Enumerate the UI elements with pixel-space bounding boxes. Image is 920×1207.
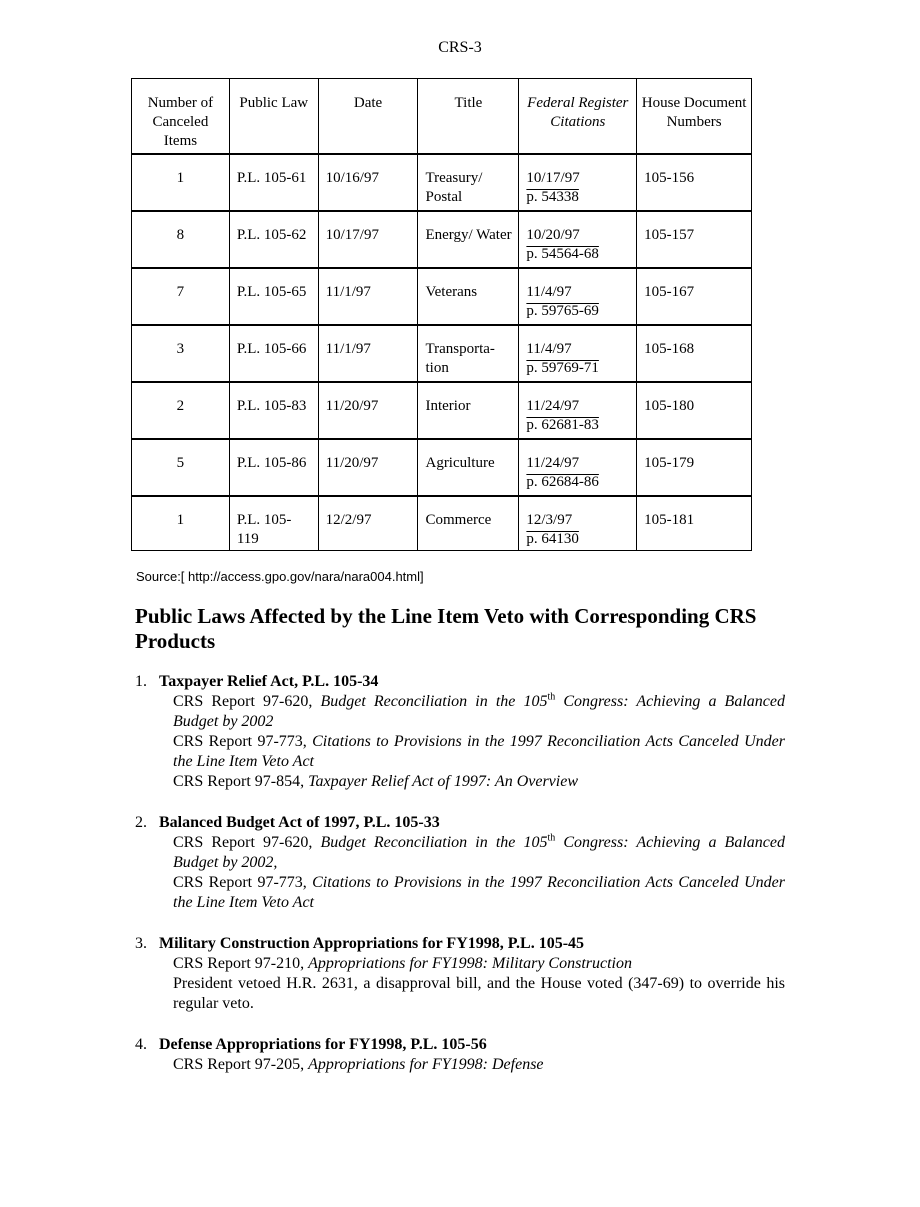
title-cell: Interior — [418, 382, 519, 439]
crs-report — [135, 833, 785, 873]
public-law-cell: P.L. 105-86 — [229, 439, 318, 496]
table-body — [132, 154, 752, 550]
list-item — [135, 1035, 785, 1075]
crs-report — [135, 732, 785, 772]
crs-report — [135, 1055, 785, 1075]
law-title: Military Construction Appropriations for FY1998, P.L. 105-45 — [159, 935, 585, 952]
law-number: 4. — [135, 1036, 147, 1053]
federal-register-cell — [519, 439, 637, 496]
public-law-cell: P.L. 105-62 — [229, 211, 318, 268]
federal-register-cell — [519, 382, 637, 439]
report-title: Citations to Provisions in the 1997 Reconciliation Acts Canceled Under the Line Item Veto Act — [173, 874, 785, 911]
report-number: CRS Report 97-205, — [173, 1056, 309, 1073]
report-title: Budget Reconciliation in the 105 — [320, 834, 548, 851]
law-title: Balanced Budget Act of 1997, P.L. 105-33 — [159, 814, 440, 831]
crs-report — [135, 692, 785, 732]
crs-report — [135, 954, 785, 974]
law-title: Taxpayer Relief Act, P.L. 105-34 — [159, 673, 379, 690]
law-title: Defense Appropriations for FY1998, P.L. 105-56 — [159, 1036, 487, 1053]
public-law-cell: P.L. 105-65 — [229, 268, 318, 325]
law-number: 3. — [135, 935, 147, 952]
column-header: Federal Register Citations — [519, 79, 637, 155]
canceled-items-cell: 8 — [132, 211, 230, 268]
title-cell: Agriculture — [418, 439, 519, 496]
federal-register-cell — [519, 211, 637, 268]
report-number: CRS Report 97-620, — [173, 834, 321, 851]
law-heading — [135, 1035, 785, 1055]
report-title: Appropriations for FY1998: Military Construction — [308, 955, 632, 972]
law-heading — [135, 672, 785, 692]
column-header: House Document Numbers — [637, 79, 752, 155]
date-cell: 11/1/97 — [318, 325, 418, 382]
federal-register-cell — [519, 154, 637, 211]
citation-page: p. 59765-69 — [526, 303, 599, 319]
report-title: Citations to Provisions in the 1997 Reconciliation Acts Canceled Under the Line Item Veto Act — [173, 733, 785, 770]
table-header-row — [132, 79, 752, 155]
law-heading — [135, 934, 785, 954]
list-item — [135, 813, 785, 913]
canceled-items-cell: 3 — [132, 325, 230, 382]
page-number: CRS-3 — [438, 39, 482, 56]
canceled-items-cell: 7 — [132, 268, 230, 325]
date-cell: 11/1/97 — [318, 268, 418, 325]
law-number: 1. — [135, 673, 147, 690]
column-header: Number of Canceled Items — [132, 79, 230, 155]
citation-date: 10/20/97 — [526, 227, 580, 243]
citation-page: p. 59769-71 — [526, 360, 599, 376]
crs-report — [135, 974, 785, 1014]
federal-register-cell — [519, 325, 637, 382]
house-document-cell: 105-156 — [637, 154, 752, 211]
table-row — [132, 496, 752, 550]
list-item — [135, 672, 785, 792]
canceled-items-cell: 5 — [132, 439, 230, 496]
title-cell: Treasury/ Postal — [418, 154, 519, 211]
table-row — [132, 382, 752, 439]
federal-register-cell — [519, 496, 637, 550]
ordinal-suffix: th — [547, 832, 556, 844]
citation-page: p. 64130 — [526, 531, 579, 547]
federal-register-cell — [519, 268, 637, 325]
ordinal-suffix: th — [547, 691, 556, 703]
table-row — [132, 325, 752, 382]
citation-date: 11/4/97 — [526, 284, 572, 300]
report-number: CRS Report 97-773, — [173, 874, 313, 891]
report-number: CRS Report 97-773, — [173, 733, 313, 750]
report-title-cont: Congress: Achieving a Balanced Budget by 2002, — [173, 834, 785, 871]
section-title: Public Laws Affected by the Line Item Veto with Corresponding CRS Products — [135, 604, 757, 653]
law-number: 2. — [135, 814, 147, 831]
column-header: Title — [418, 79, 519, 155]
crs-report — [135, 772, 785, 792]
citation-page: p. 54564-68 — [526, 246, 599, 262]
table-row — [132, 439, 752, 496]
house-document-cell: 105-157 — [637, 211, 752, 268]
canceled-items-cell: 1 — [132, 496, 230, 550]
citation-date: 11/24/97 — [526, 398, 580, 414]
date-cell: 11/20/97 — [318, 439, 418, 496]
citation-page: p. 54338 — [526, 189, 579, 205]
title-cell: Transporta-tion — [418, 325, 519, 382]
citation-page: p. 62681-83 — [526, 417, 599, 433]
table-row — [132, 268, 752, 325]
title-cell: Veterans — [418, 268, 519, 325]
date-cell: 12/2/97 — [318, 496, 418, 550]
table-row — [132, 154, 752, 211]
canceled-items-table — [131, 78, 752, 551]
report-number: President vetoed H.R. 2631, a disapproval bill, and the House voted (347-69) to override his regular veto. — [173, 975, 785, 1012]
list-item — [135, 934, 785, 1014]
house-document-cell: 105-181 — [637, 496, 752, 550]
report-number: CRS Report 97-854, — [173, 773, 309, 790]
column-header: Date — [318, 79, 418, 155]
house-document-cell: 105-167 — [637, 268, 752, 325]
date-cell: 11/20/97 — [318, 382, 418, 439]
date-cell: 10/16/97 — [318, 154, 418, 211]
house-document-cell: 105-168 — [637, 325, 752, 382]
canceled-items-cell: 2 — [132, 382, 230, 439]
public-law-cell: P.L. 105-61 — [229, 154, 318, 211]
citation-date: 10/17/97 — [526, 170, 580, 186]
crs-report — [135, 873, 785, 913]
citation-date: 11/24/97 — [526, 455, 580, 471]
report-title: Appropriations for FY1998: Defense — [308, 1056, 544, 1073]
public-law-cell: P.L. 105-119 — [229, 496, 318, 550]
citation-date: 11/4/97 — [526, 341, 572, 357]
house-document-cell: 105-179 — [637, 439, 752, 496]
citation-date: 12/3/97 — [526, 512, 573, 528]
citation-page: p. 62684-86 — [526, 474, 599, 490]
canceled-items-cell: 1 — [132, 154, 230, 211]
report-title: Taxpayer Relief Act of 1997: An Overview — [308, 773, 578, 790]
report-number: CRS Report 97-210, — [173, 955, 309, 972]
public-law-cell: P.L. 105-66 — [229, 325, 318, 382]
house-document-cell: 105-180 — [637, 382, 752, 439]
report-title-cont: Congress: Achieving a Balanced Budget by 2002 — [173, 693, 785, 730]
law-heading — [135, 813, 785, 833]
source-citation: Source:[ http://access.gpo.gov/nara/nara004.html] — [136, 569, 424, 584]
report-number: CRS Report 97-620, — [173, 693, 321, 710]
report-title: Budget Reconciliation in the 105 — [320, 693, 548, 710]
public-law-cell: P.L. 105-83 — [229, 382, 318, 439]
title-cell: Commerce — [418, 496, 519, 550]
table-row — [132, 211, 752, 268]
public-laws-list — [135, 672, 785, 1096]
date-cell: 10/17/97 — [318, 211, 418, 268]
column-header: Public Law — [229, 79, 318, 155]
title-cell: Energy/ Water — [418, 211, 519, 268]
